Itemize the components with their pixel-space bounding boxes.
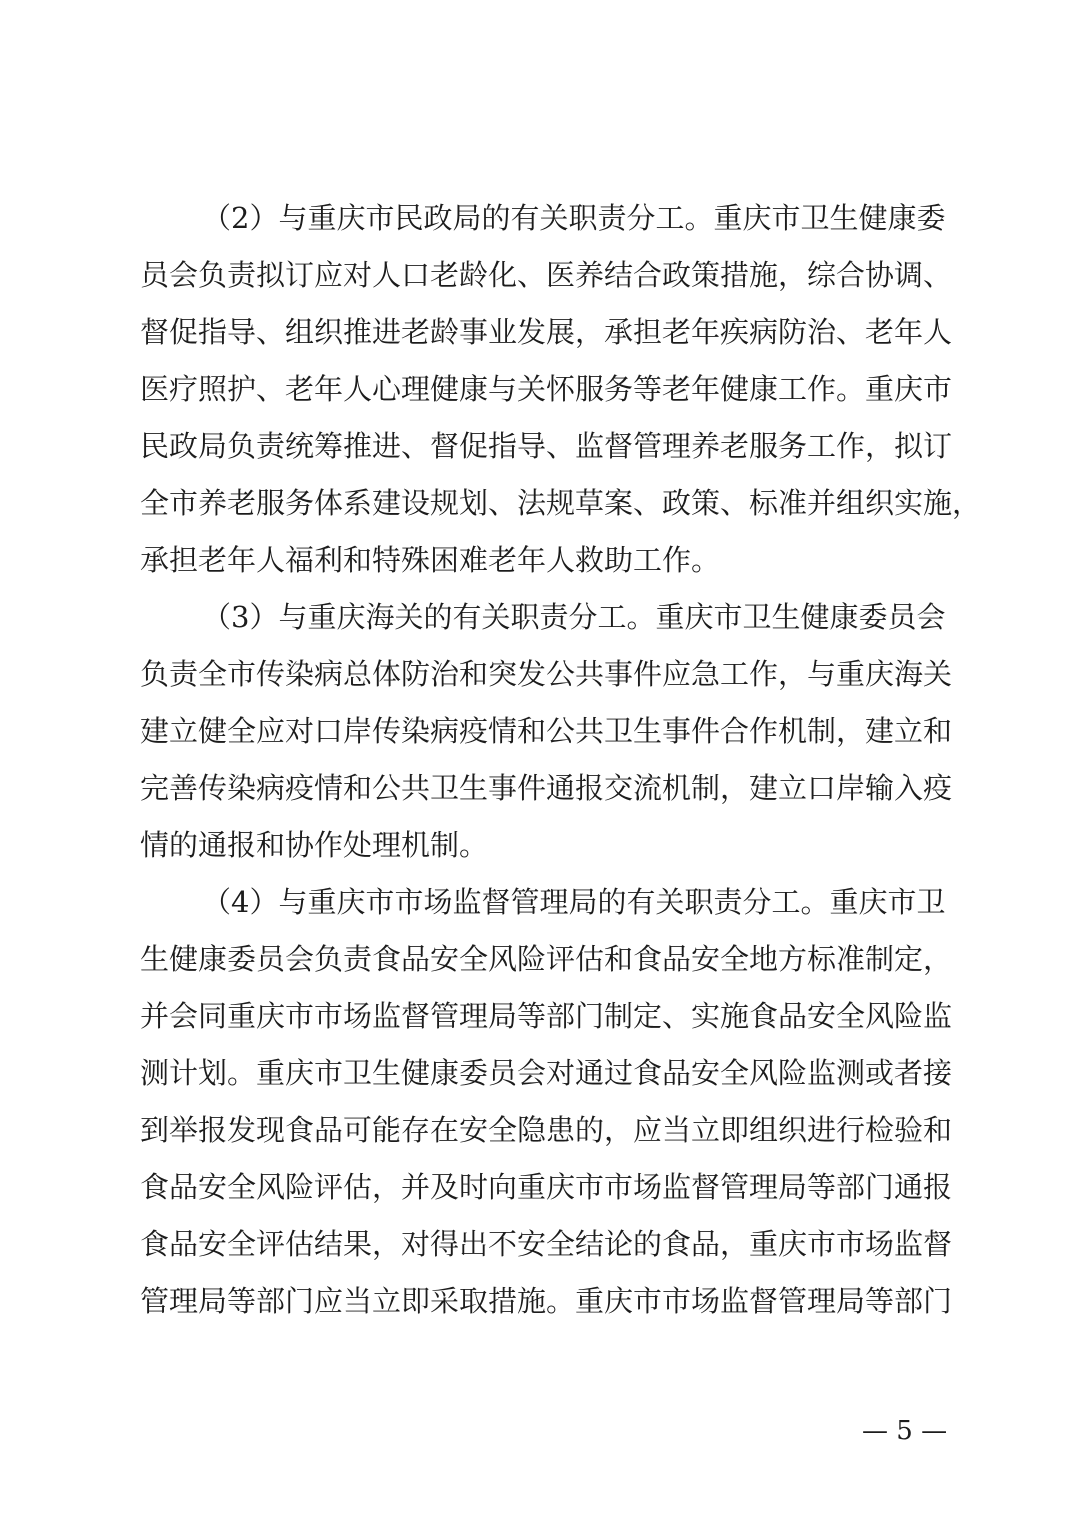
paragraph-2-line-3: 督促指导、组织推进老龄事业发展，承担老年疾病防治、老年人 bbox=[140, 315, 953, 349]
body-text bbox=[140, 190, 982, 1330]
paragraph-4-line-2: 生健康委员会负责食品安全风险评估和食品安全地方标准制定， bbox=[140, 942, 953, 976]
paragraph-2-line-2: 员会负责拟订应对人口老龄化、医养结合政策措施，综合协调、 bbox=[140, 258, 953, 292]
paragraph-4-line-3: 并会同重庆市市场监督管理局等部门制定、实施食品安全风险监 bbox=[140, 999, 953, 1033]
paragraph-2-line-4: 医疗照护、老年人心理健康与关怀服务等老年健康工作。重庆市 bbox=[140, 372, 953, 406]
paragraph-3-line-2: 负责全市传染病总体防治和突发公共事件应急工作，与重庆海关 bbox=[140, 657, 953, 691]
paragraph-2-line-7: 承担老年人福利和特殊困难老年人救助工作。 bbox=[140, 543, 721, 577]
paragraph-4-line-5: 到举报发现食品可能存在安全隐患的，应当立即组织进行检验和 bbox=[140, 1113, 953, 1147]
paragraph-4-line-6: 食品安全风险评估，并及时向重庆市市场监督管理局等部门通报 bbox=[140, 1170, 953, 1204]
paragraph-2-line-1: （2）与重庆市民政局的有关职责分工。重庆市卫生健康委 bbox=[202, 201, 946, 235]
paragraph-3-line-4: 完善传染病疫情和公共卫生事件通报交流机制，建立口岸输入疫 bbox=[140, 771, 953, 805]
paragraph-4-line-1: （4）与重庆市市场监督管理局的有关职责分工。重庆市卫 bbox=[202, 885, 946, 919]
page-number: — 5 — bbox=[862, 1416, 948, 1446]
paragraph-2-line-5: 民政局负责统筹推进、督促指导、监督管理养老服务工作，拟订 bbox=[140, 429, 953, 463]
paragraph-3-line-5: 情的通报和协作处理机制。 bbox=[140, 828, 489, 862]
paragraph-4-line-8: 管理局等部门应当立即采取措施。重庆市市场监督管理局等部门 bbox=[140, 1284, 953, 1318]
paragraph-4-line-7: 食品安全评估结果，对得出不安全结论的食品，重庆市市场监督 bbox=[140, 1227, 953, 1261]
paragraph-3-line-3: 建立健全应对口岸传染病疫情和公共卫生事件合作机制，建立和 bbox=[140, 714, 953, 748]
paragraph-2-line-6: 全市养老服务体系建设规划、法规草案、政策、标准并组织实施， bbox=[140, 486, 982, 520]
paragraph-3-line-1: （3）与重庆海关的有关职责分工。重庆市卫生健康委员会 bbox=[202, 600, 946, 634]
paragraph-4-line-4: 测计划。重庆市卫生健康委员会对通过食品安全风险监测或者接 bbox=[140, 1056, 953, 1090]
